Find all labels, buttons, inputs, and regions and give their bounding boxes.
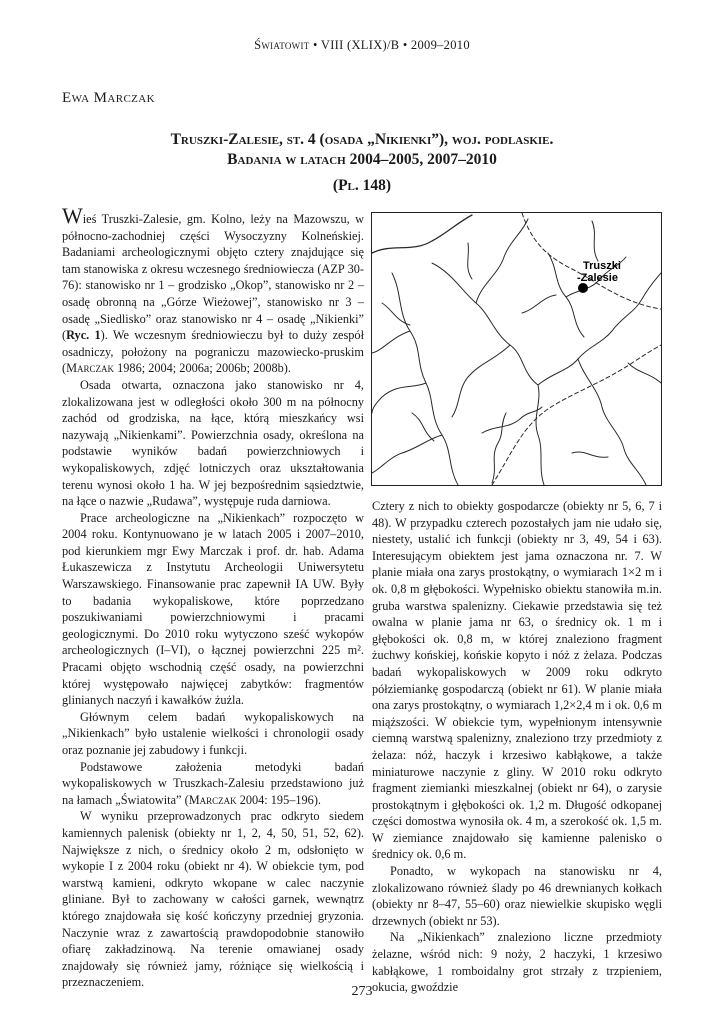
river-network (372, 213, 661, 485)
left-column (62, 203, 364, 991)
location-map (371, 212, 662, 486)
site-label-line-2: -Zalesie (577, 272, 618, 284)
journal-volume: • VIII (XLIX)/B • 2009–2010 (309, 38, 470, 52)
site-label-line-1: Truszki (583, 260, 621, 272)
paragraph-methodology (62, 759, 364, 809)
paragraph-stakes: Ponadto, w wykopach na stanowisku nr 4, zlokalizowano również ślady po 46 drewnianych kołkach (obiekty nr 8–47, 55–60) oraz niewielkie skupisko węgli drzewnych (obiekt nr 53). (372, 864, 662, 928)
citation-author: Marczak (188, 792, 237, 807)
paragraph-site-description: Osada otwarta, oznaczona jako stanowisko nr 4, zlokalizowana jest w odległości około 300 m na północny zachód od grodziska, na łące, którą mieszkańcy wsi nazywają „Nikienkami”. Powierzchnia osady, określona na podstawie wyników badań powierzchniowych i wykopaliskowych, zdjęć lotniczych oraz ukształtowania terenu wynosi około 1 ha. W jej bezpośrednim sąsiedztwie, na łące o nazwie „Rudawa”, występuje ruda darniowa. (62, 377, 364, 509)
text-run: ieś Truszki-Zalesie, gm. Kolno, leży na Mazowszu, w północno-zachodniej części Wysoczyzny Kolneńskiej. Badaniami archeologicznymi objęto cztery znajdujące się tam stanowiska z okresu wczesnego średniowiecza (AZP 30-76): stanowisko nr 1 – grodzisko „Okop”, stanowisko nr 2 – osadę obronną na „Górze Wieżowej”, stanowisko nr 3 – osadę „Siedlisko” oraz stanowisko nr 4 – osadę „Nikienki” ( (62, 212, 364, 343)
page-number: 273 (351, 984, 373, 999)
author-name: Ewa Marczak (62, 90, 155, 106)
text-run: Podstawowe założenia metodyki badań wykopaliskowych w Truszkach-Zalesiu przedstawiono już na łamach „Światowita” ( (62, 759, 364, 807)
paragraph-features: Cztery z nich to obiekty gospodarcze (obiekty nr 5, 6, 7 i 48). W przypadku czterech pozostałych jam nie udało się, niestety, ustalić ich funkcji (obiekty nr 3, 49, 54 i 63). Interesującym obiektem jest jama oznaczona nr. 7. W planie miała ona zarys prostokątny, o wymiarach 1×2 m i ok. 0,8 m głębokości. Wypełnisko obiektu stanowiła m.in. gruba warstwa spalenizny. Ciekawie przedstawia się też owalna w planie jama nr 63, o średnicy ok. 1 m i głębokości ok. 0,8 m, w której znaleziono fragment żuchwy końskiej, końskie kopyto i nóż z żelaza. Podczas badań wykopaliskowych w 2009 roku odkryto półziemiankę gospodarczą (obiekt nr 61). W planie miała ona zarys prostokątny, o wymiarach 1,2×2,4 m i ok. 0,6 m miąższości. W obiekcie tym, wypełnionym intensywnie ciemną warstwą spalenizny, znaleziono trzy przedmioty z żelaza: nóż, haczyk i krzesiwo kabłąkowe, a także miniaturowe naczynie z gliny. W 2010 roku odkryto fragment ziemianki mieszkalnej (obiekt nr 64), o zarysie prostokątnym i głębokości ok. 1,2 m. Długość odkopanej części domostwa wynosiła ok. 4 m, a szerokość ok. 1,5 m. W ziemiance znajdowało się kamienne palenisko o średnicy ok. 0,6 m. (372, 499, 662, 862)
citation-author: Marczak (66, 361, 115, 376)
article-title (80, 130, 644, 196)
river-map-figure (372, 213, 661, 485)
paragraph-iron-finds: Na „Nikienkach” znaleziono liczne przedmioty żelazne, wśród nich: 9 noży, 2 haczyki, 1 krzesiwo kabłąkowe, 1 romboidalny grot strzały z trzpieniem, okucia, gwoździe (372, 930, 662, 995)
paragraph-excavation-history: Prace archeologiczne na „Nikienkach” rozpoczęto w 2004 roku. Kontynuowano je w latach 2005 i 2007–2010, pod kierunkiem mgr Ewy Marczak i prof. dr. hab. Adama Łukaszewicza z Instytutu Archeologii Uniwersytetu Warszawskiego. Finansowanie prac zapewnił IA UW. Były to badania wykopaliskowe, które poprzedzano poszukiwaniami powierzchniowymi i pracami geologicznymi. Do 2010 roku wytyczono sześć wykopów archeologicznych (I–VI), o łącznej powierzchni 225 m². Pracami objęto wschodnią część osady, na powierzchni której występowało najwięcej zabytków: fragmentów glinianych naczyń i kawałków żużla. (62, 510, 364, 708)
journal-name: Światowit (254, 38, 310, 52)
right-column (372, 498, 662, 996)
text-run: ). We wczesnym średniowieczu był to duży zespół osadniczy, położony na pograniczu mazowiecko-pruskim ( (62, 328, 364, 376)
plate-reference: (Pl. 148) (332, 177, 392, 194)
title-line-2: Badania w latach 2004–2005, 2007–2010 (227, 151, 497, 168)
site-location-marker (578, 283, 588, 293)
text-run: 1986; 2004; 2006a; 2006b; 2008b). (114, 361, 291, 376)
drop-cap: W (62, 203, 83, 228)
text-run: 2004: 195–196). (236, 792, 321, 807)
paragraph-intro (62, 203, 364, 377)
title-line-1: Truszki-Zalesie, st. 4 (osada „Nikienki”), woj. podlaskie. (170, 131, 554, 148)
running-head (0, 38, 724, 53)
paragraph-research-goal: Głównym celem badań wykopaliskowych na „Nikienkach” było ustalenie wielkości i chronologii osady oraz poznanie jej zabudowy i funkcji. (62, 709, 364, 757)
paragraph-hearths: W wyniku przeprowadzonych prac odkryto siedem kamiennych palenisk (obiekty nr 1, 2, 4, 50, 51, 52, 62). Największe z nich, o średnicy około 2 m, odsłonięto w wykopie I z 2004 roku (obiekt nr 4). W obiekcie tym, pod warstwą kamieni, odkryto wkopane w calec naczynie gliniane. Był to zachowany w całości garnek, wewnątrz którego znajdowała się kość kończyny przedniej gryzonia. Naczynie wraz z zawartością prawdopodobnie stanowiło ofiarę zakładzinową. Na terenie omawianej osady znajdowały się również jamy, różniące się wielkością i przeznaczeniem. (62, 809, 364, 990)
figure-reference: Ryc. 1 (66, 328, 101, 343)
